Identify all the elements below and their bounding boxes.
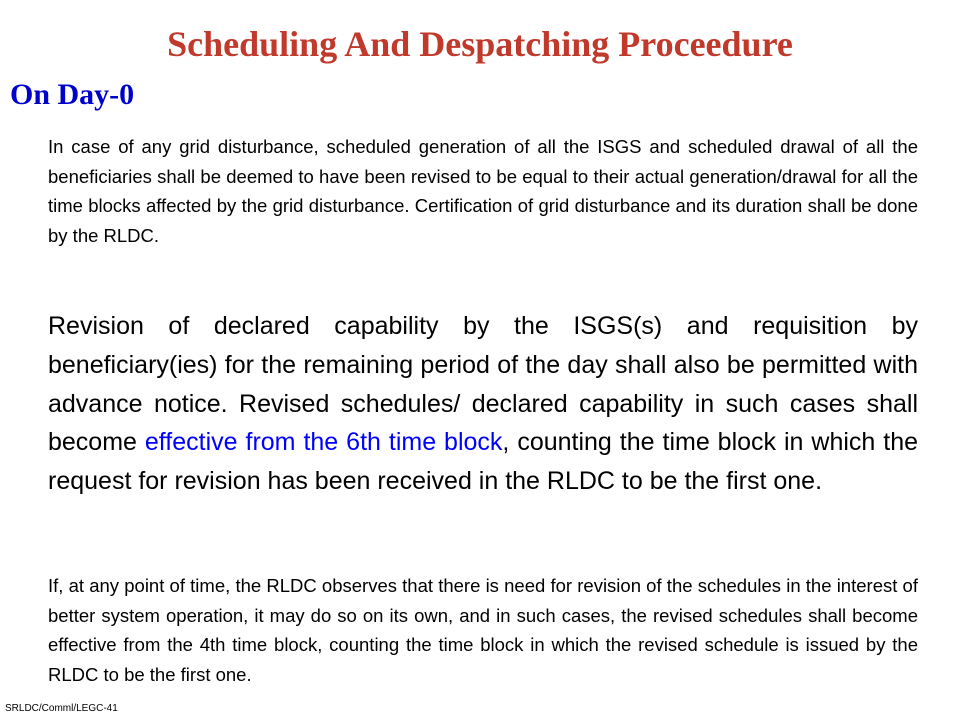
slide-subtitle: On Day-0 (10, 78, 135, 111)
highlight-effective-6th-block: effective from the 6th time block (144, 428, 503, 457)
slide-title: Scheduling And Despatching Proceedure (167, 24, 793, 64)
paragraph-revision-text-start: Revision of declared capability by the ISGS(s) and requisition by beneficiary(ies) for the remaining period of the day shall also be permitted with advance notice. Revised schedules/ declared capability in such cases shall become (48, 312, 918, 457)
footer-reference: SRLDC/Comml/LEGC-41 (5, 703, 118, 714)
paragraph-grid-disturbance: In case of any grid disturbance, scheduled generation of all the ISGS and scheduled drawal of all the beneficiaries shall be deemed to have been revised to be equal to their actual generation/drawal for all the time blocks affected by the grid disturbance. Certification of grid disturbance and its duration shall be done by the RLDC. (48, 136, 918, 246)
paragraph-rldc-revision: If, at any point of time, the RLDC observes that there is need for revision of the schedules in the interest of better system operation, it may do so on its own, and in such cases, the revised schedules shall become effective from the 4th time block, counting the time block in which the revised schedule is issued by the RLDC to be the first one. (48, 575, 918, 685)
paragraph-revision-text-end: , counting the time block in which the request for revision has been received in the RLDC to be the first one. (48, 428, 919, 496)
paragraph-revision-capability (48, 307, 918, 501)
